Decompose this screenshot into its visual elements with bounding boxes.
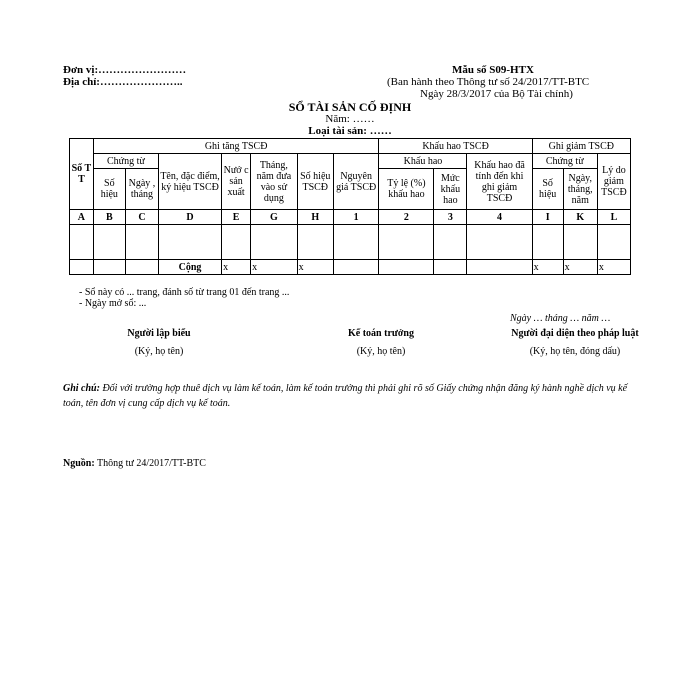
signature-date: Ngày … tháng … năm … [510,313,611,324]
voucher2-date-header: Ngày, tháng, năm [563,169,597,210]
entry-row [70,225,631,260]
asset-name-header: Tên, đặc điểm, ký hiệu TSCĐ [158,154,221,210]
open-date-note: - Ngày mở sổ: ... [79,298,147,309]
code-cell: L [597,210,630,225]
issued-by: (Ban hành theo Thông tư số 24/2017/TT-BTC [387,76,590,88]
original-cost-header: Nguyên giá TSCĐ [333,154,379,210]
increase-group-header: Ghi tăng TSCĐ [93,139,379,154]
preparer-hint: (Ký, họ tên) [134,346,184,357]
code-cell: 3 [434,210,467,225]
voucher2-number-header: Số hiệu [532,169,563,210]
year-line: Năm: …… [325,113,375,125]
footnote [63,381,643,411]
depreciation-sub-header: Khấu hao [379,154,467,169]
stt-header: Số T T [70,139,94,210]
page-title: SỔ TÀI SẢN CỐ ĐỊNH [288,100,412,114]
chief-accountant-title: Kế toán trưởng [348,328,414,339]
code-cell: B [93,210,125,225]
pages-note: - Sổ này có ... trang, đánh số từ trang 01 đến trang ... [79,287,290,298]
voucher-header: Chứng từ [93,154,158,169]
country-header: Nướ c sản xuất [222,154,251,210]
total-mark: x [597,260,630,275]
source-text: Thông tư 24/2017/TT-BTC [94,458,206,469]
total-row [70,260,631,275]
source-label: Nguồn: [63,458,95,469]
amount-header: Mức khấu hao [434,169,467,210]
code-cell: 1 [333,210,379,225]
legal-rep-hint: (Ký, họ tên, đóng dấu) [529,346,621,357]
asset-code-header: Số hiệu TSCĐ [297,154,333,210]
code-row [70,210,631,225]
code-cell: E [222,210,251,225]
rate-header: Tỷ lệ (%) khấu hao [379,169,434,210]
code-cell: I [532,210,563,225]
footnote-text: Đối với trường hợp thuê dịch vụ làm kế toán, làm kế toán trưởng thì phải ghi rõ số Giấy chứng nhận đăng ký hành nghề dịch vụ kế toán, tên đơn vị cung cấp dịch vụ kế toán. [63,383,628,409]
code-cell: C [125,210,158,225]
code-cell: D [158,210,221,225]
reason-header: Lý do giảm TSCĐ [597,154,630,210]
source-line [63,458,206,469]
accumulated-header: Khấu hao đã tính đến khi ghi giảm TSCĐ [467,154,532,210]
total-mark: x [297,260,333,275]
voucher-date-header: Ngày , tháng [125,169,158,210]
chief-accountant-hint: (Ký, họ tên) [356,346,406,357]
address-label: Địa chỉ:………………….. [63,76,183,88]
code-cell: A [70,210,94,225]
total-label: Cộng [158,260,221,275]
asset-type-line: Loại tài sản: …… [308,125,392,137]
issued-date: Ngày 28/3/2017 của Bộ Tài chính) [420,88,573,100]
code-cell: K [563,210,597,225]
voucher-number-header: Số hiệu [93,169,125,210]
code-cell: G [251,210,298,225]
code-cell: 2 [379,210,434,225]
fixed-asset-table [69,138,631,275]
total-mark: x [563,260,597,275]
preparer-title: Người lập biểu [127,328,191,339]
depreciation-group-header: Khấu hao TSCĐ [379,139,532,154]
code-cell: H [297,210,333,225]
total-mark: x [251,260,298,275]
total-mark: x [222,260,251,275]
unit-label: Đơn vị:…………………… [63,64,187,76]
footnote-label: Ghi chú: [63,383,100,394]
form-code: Mẫu số S09-HTX [452,64,534,76]
total-mark: x [532,260,563,275]
decrease-group-header: Ghi giảm TSCĐ [532,139,630,154]
voucher2-header: Chứng từ [532,154,597,169]
legal-rep-title: Người đại diện theo pháp luật [511,328,639,339]
in-use-date-header: Tháng, năm đưa vào sử dụng [251,154,298,210]
code-cell: 4 [467,210,532,225]
